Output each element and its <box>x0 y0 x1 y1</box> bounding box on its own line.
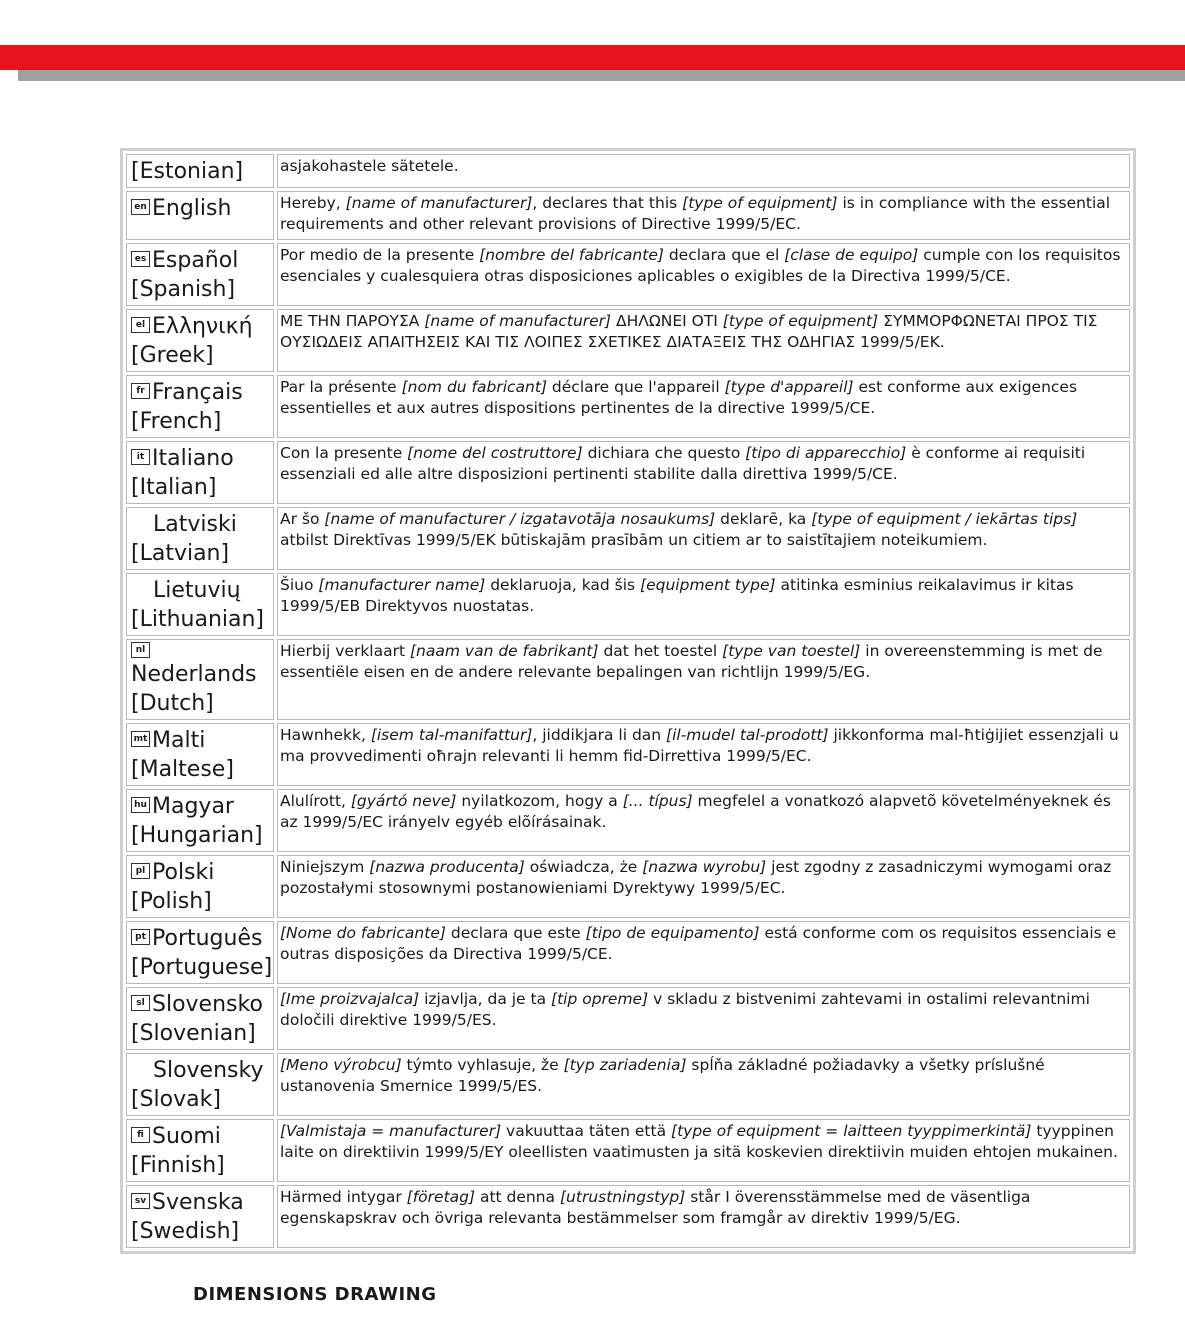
declaration-text: Hereby, <box>280 194 346 212</box>
declaration-text-cell <box>277 375 1130 438</box>
placeholder-text: [il-mudel tal-prodott] <box>666 726 829 744</box>
declaration-text: Härmed intygar <box>280 1188 407 1206</box>
language-cell <box>126 441 274 504</box>
language-english-name: [Swedish] <box>131 1219 240 1244</box>
placeholder-text: [nom du fabricant] <box>401 378 547 396</box>
declaration-text-cell <box>277 154 1130 188</box>
flag-icon: mt <box>131 731 150 747</box>
placeholder-text: [tipo di apparecchio] <box>745 444 907 462</box>
language-cell <box>126 191 274 240</box>
language-english-name: [Slovenian] <box>131 1021 256 1046</box>
language-name: English <box>152 196 232 221</box>
declaration-text-cell <box>277 309 1130 372</box>
language-cell <box>126 243 274 306</box>
table-row <box>126 191 1130 240</box>
table-row <box>126 723 1130 786</box>
declaration-text: is in compliance with the essential requirements and other relevant provisions of Directive 1999/5/EC. <box>280 194 1111 233</box>
declaration-text: Ar šo <box>280 510 325 528</box>
placeholder-text: [name of manufacturer / izgatavotāja nosaukums] <box>324 510 716 528</box>
language-name: Lietuvių <box>153 578 241 603</box>
declaration-table <box>120 148 1136 1254</box>
placeholder-text: [type of equipment] <box>682 194 838 212</box>
declaration-text: Con la presente <box>280 444 408 462</box>
placeholder-text: [nome del costruttore] <box>407 444 583 462</box>
table-row <box>126 243 1130 306</box>
language-cell <box>126 154 274 188</box>
declaration-text-cell <box>277 441 1130 504</box>
table-row <box>126 1053 1130 1116</box>
table-row <box>126 441 1130 504</box>
language-cell <box>126 855 274 918</box>
declaration-text: ΔΗΛΩΝΕΙ ΟΤΙ <box>611 312 723 330</box>
language-name: Malti <box>152 728 206 753</box>
declaration-text: declara que este <box>445 924 586 942</box>
flag-icon: en <box>131 199 150 215</box>
placeholder-text: [equipment type] <box>640 576 776 594</box>
placeholder-text: [name of manufacturer] <box>424 312 612 330</box>
table-row <box>126 921 1130 984</box>
placeholder-text: [utrustningstyp] <box>560 1188 686 1206</box>
language-name: Latviski <box>153 512 237 537</box>
language-cell <box>126 1119 274 1182</box>
table-row <box>126 855 1130 918</box>
flag-icon: fr <box>131 383 150 399</box>
language-english-name: [Dutch] <box>131 691 214 716</box>
table-row <box>126 507 1130 570</box>
table-row <box>126 1185 1130 1248</box>
declaration-text-cell <box>277 723 1130 786</box>
placeholder-text: [type of equipment = laitteen tyyppimerkintä] <box>671 1122 1032 1140</box>
flag-icon: nl <box>131 642 150 658</box>
placeholder-text: [type d'appareil] <box>724 378 854 396</box>
placeholder-text: [naam van de fabrikant] <box>410 642 599 660</box>
declaration-text: deklaruoja, kad šis <box>485 576 641 594</box>
declaration-text: atitinka esminius reikalavimus ir kitas 1999/5/EB Direktyvos nuostatas. <box>280 576 1074 615</box>
flag-icon: es <box>131 251 150 267</box>
declaration-text-cell <box>277 1185 1130 1248</box>
table-row <box>126 573 1130 636</box>
table-row <box>126 375 1130 438</box>
language-english-name: [Maltese] <box>131 757 234 782</box>
language-english-name: [Italian] <box>131 475 217 500</box>
flag-icon: it <box>131 449 150 465</box>
language-cell <box>126 987 274 1050</box>
declaration-text-cell <box>277 1053 1130 1116</box>
declaration-text: Alulírott, <box>280 792 351 810</box>
declaration-text: Šiuo <box>280 576 319 594</box>
declaration-text: jikkonforma mal-ħtiġijiet essenzjali u ma provvedimenti oħrajn relevanti li hemm fid-Dirrettiva 1999/5/EC. <box>280 726 1119 765</box>
language-english-name: [Hungarian] <box>131 823 263 848</box>
placeholder-text: [isem tal-manifattur] <box>370 726 533 744</box>
placeholder-text: [gyártó neve] <box>350 792 457 810</box>
header-gray-bar <box>18 70 1185 81</box>
declaration-text: tyyppinen laite on direktiivin 1999/5/EY oleellisten vaatimusten ja sitä koskevien direktiivin muiden ehtojen mukainen. <box>280 1122 1118 1161</box>
placeholder-text: [tip opreme] <box>551 990 649 1008</box>
declaration-text: déclare que l'appareil <box>547 378 725 396</box>
declaration-text: dat het toestel <box>598 642 723 660</box>
flag-icon: pt <box>131 929 150 945</box>
language-name: Français <box>152 380 243 405</box>
placeholder-text: [Meno výrobcu] <box>280 1056 402 1074</box>
language-english-name: [Spanish] <box>131 277 236 302</box>
placeholder-text: [tipo de equipamento] <box>585 924 760 942</box>
language-cell <box>126 375 274 438</box>
declaration-text: ΜΕ ΤΗΝ ΠΑΡΟΥΣΑ <box>280 312 425 330</box>
language-english-name: [Portuguese] <box>131 955 273 980</box>
declaration-text: è conforme ai requisiti essenziali ed alle altre disposizioni pertinenti stabilite dalla direttiva 1999/5/CE. <box>280 444 1086 483</box>
declaration-text: Niniejszym <box>280 858 370 876</box>
flag-icon: sv <box>131 1193 150 1209</box>
language-cell <box>126 507 274 570</box>
declaration-text-cell <box>277 639 1130 720</box>
declaration-text: está conforme com os requisitos essenciais e outras disposições da Directiva 1999/5/CE. <box>280 924 1117 963</box>
declaration-text: Hierbij verklaart <box>280 642 410 660</box>
table-row <box>126 309 1130 372</box>
declaration-text-cell <box>277 573 1130 636</box>
header-red-bar <box>0 45 1185 70</box>
flag-icon: hu <box>131 797 150 813</box>
language-cell <box>126 921 274 984</box>
table-row <box>126 1119 1130 1182</box>
language-english-name: [Greek] <box>131 343 214 368</box>
table-row <box>126 639 1130 720</box>
declaration-text: Por medio de la presente <box>280 246 480 264</box>
flag-icon: fi <box>131 1127 150 1143</box>
declaration-text: oświadcza, że <box>524 858 643 876</box>
language-english-name: [Slovak] <box>131 1087 221 1112</box>
placeholder-text: [nazwa wyrobu] <box>642 858 767 876</box>
language-name: [Estonian] <box>131 159 244 184</box>
language-name: Slovensko <box>152 992 263 1017</box>
declaration-table-grid <box>123 151 1133 1251</box>
declaration-text-cell <box>277 987 1130 1050</box>
declaration-text: Par la présente <box>280 378 402 396</box>
language-english-name: [Lithuanian] <box>131 607 265 632</box>
declaration-text: týmto vyhlasuje, že <box>401 1056 564 1074</box>
language-cell <box>126 1053 274 1116</box>
declaration-text: megfelel a vonatkozó alapvetõ követelményeknek és az 1999/5/EC irányelv egyéb elõírásainak. <box>280 792 1111 831</box>
section-title: DIMENSIONS DRAWING <box>193 1284 437 1305</box>
declaration-text: nyilatkozom, hogy a <box>456 792 623 810</box>
declaration-text: står I överensstämmelse med de väsentliga egenskapskrav och övriga relevanta bestämmelser som framgår av direktiv 1999/5/EG. <box>280 1188 1031 1227</box>
declaration-text: Hawnhekk, <box>280 726 371 744</box>
language-cell <box>126 309 274 372</box>
declaration-text: est conforme aux exigences essentielles et aux autres dispositions pertinentes de la directive 1999/5/CE. <box>280 378 1078 417</box>
declaration-text-cell <box>277 921 1130 984</box>
declaration-rows <box>126 154 1130 1248</box>
language-name: Suomi <box>152 1124 221 1149</box>
declaration-text: , jiddikjara li dan <box>532 726 667 744</box>
placeholder-text: [Valmistaja = manufacturer] <box>280 1122 502 1140</box>
placeholder-text: [företag] <box>406 1188 476 1206</box>
placeholder-text: [type of equipment / iekārtas tips] <box>811 510 1078 528</box>
placeholder-text: [manufacturer name] <box>318 576 486 594</box>
declaration-text: cumple con los requisitos esenciales y cualesquiera otras disposiciones aplicables o exigibles de la Directiva 1999/5/CE. <box>280 246 1121 285</box>
language-english-name: [French] <box>131 409 222 434</box>
declaration-text-cell <box>277 507 1130 570</box>
declaration-text: att denna <box>475 1188 560 1206</box>
declaration-text: asjakohastele sätetele. <box>280 157 459 175</box>
flag-icon: sl <box>131 995 150 1011</box>
language-name: Slovensky <box>153 1058 264 1083</box>
language-name: Español <box>152 248 239 273</box>
placeholder-text: [nazwa producenta] <box>369 858 525 876</box>
table-row <box>126 987 1130 1050</box>
declaration-text-cell <box>277 789 1130 852</box>
language-cell <box>126 1185 274 1248</box>
language-name: Português <box>152 926 263 951</box>
flag-icon: el <box>131 317 150 333</box>
placeholder-text: [nombre del fabricante] <box>479 246 664 264</box>
placeholder-text: [... típus] <box>622 792 693 810</box>
language-cell <box>126 723 274 786</box>
placeholder-text: [typ zariadenia] <box>563 1056 687 1074</box>
declaration-text: v skladu z bistvenimi zahtevami in ostalimi relevantnimi določili direktive 1999/5/ES. <box>280 990 1090 1029</box>
declaration-text: deklarē, ka <box>715 510 812 528</box>
declaration-text: atbilst Direktīvas 1999/5/EK būtiskajām prasībām un citiem ar to saistītajiem noteikumiem. <box>280 531 988 549</box>
placeholder-text: [clase de equipo] <box>784 246 919 264</box>
declaration-text-cell <box>277 243 1130 306</box>
language-cell <box>126 789 274 852</box>
declaration-text-cell <box>277 1119 1130 1182</box>
placeholder-text: [Ime proizvajalca] <box>280 990 420 1008</box>
declaration-text: izjavlja, da je ta <box>419 990 552 1008</box>
table-row <box>126 154 1130 188</box>
language-english-name: [Polish] <box>131 889 212 914</box>
language-name: Ελληνική <box>152 314 253 339</box>
placeholder-text: [type of equipment] <box>722 312 879 330</box>
language-english-name: [Latvian] <box>131 541 230 566</box>
declaration-text-cell <box>277 191 1130 240</box>
language-english-name: [Finnish] <box>131 1153 225 1178</box>
declaration-text-cell <box>277 855 1130 918</box>
language-name: Magyar <box>152 794 234 819</box>
placeholder-text: [Nome do fabricante] <box>280 924 446 942</box>
language-cell <box>126 573 274 636</box>
language-cell <box>126 639 274 720</box>
language-name: Svenska <box>152 1190 244 1215</box>
placeholder-text: [type van toestel] <box>722 642 861 660</box>
declaration-text: jest zgodny z zasadniczymi wymogami oraz pozostałymi stosownymi postanowieniami Dyrektywy 1999/5/EC. <box>280 858 1112 897</box>
declaration-text: dichiara che questo <box>582 444 746 462</box>
declaration-text: ΣΥΜΜΟΡΦΩΝΕΤΑΙ ΠΡΟΣ ΤΙΣ ΟΥΣΙΩΔΕΙΣ ΑΠΑΙΤΗΣΕΙΣ ΚΑΙ ΤΙΣ ΛΟΙΠΕΣ ΣΧΕΤΙΚΕΣ ΔΙΑΤΑΞΕΙΣ ΤΗΣ ΟΔΗΓΙΑΣ 1999/5/ΕΚ. <box>280 312 1098 351</box>
declaration-text: , declares that this <box>532 194 683 212</box>
declaration-text: spĺňa základné požiadavky a všetky príslušné ustanovenia Smernice 1999/5/ES. <box>280 1056 1045 1095</box>
table-row <box>126 789 1130 852</box>
declaration-text: declara que el <box>663 246 785 264</box>
flag-icon: pl <box>131 863 150 879</box>
declaration-text: vakuuttaa täten että <box>501 1122 672 1140</box>
language-name: Polski <box>152 860 215 885</box>
language-name: Italiano <box>152 446 234 471</box>
placeholder-text: [name of manufacturer] <box>345 194 533 212</box>
declaration-text: in overeenstemming is met de essentiële eisen en de andere relevante bepalingen van richtlijn 1999/5/EG. <box>280 642 1103 681</box>
language-name: Nederlands <box>131 662 257 687</box>
